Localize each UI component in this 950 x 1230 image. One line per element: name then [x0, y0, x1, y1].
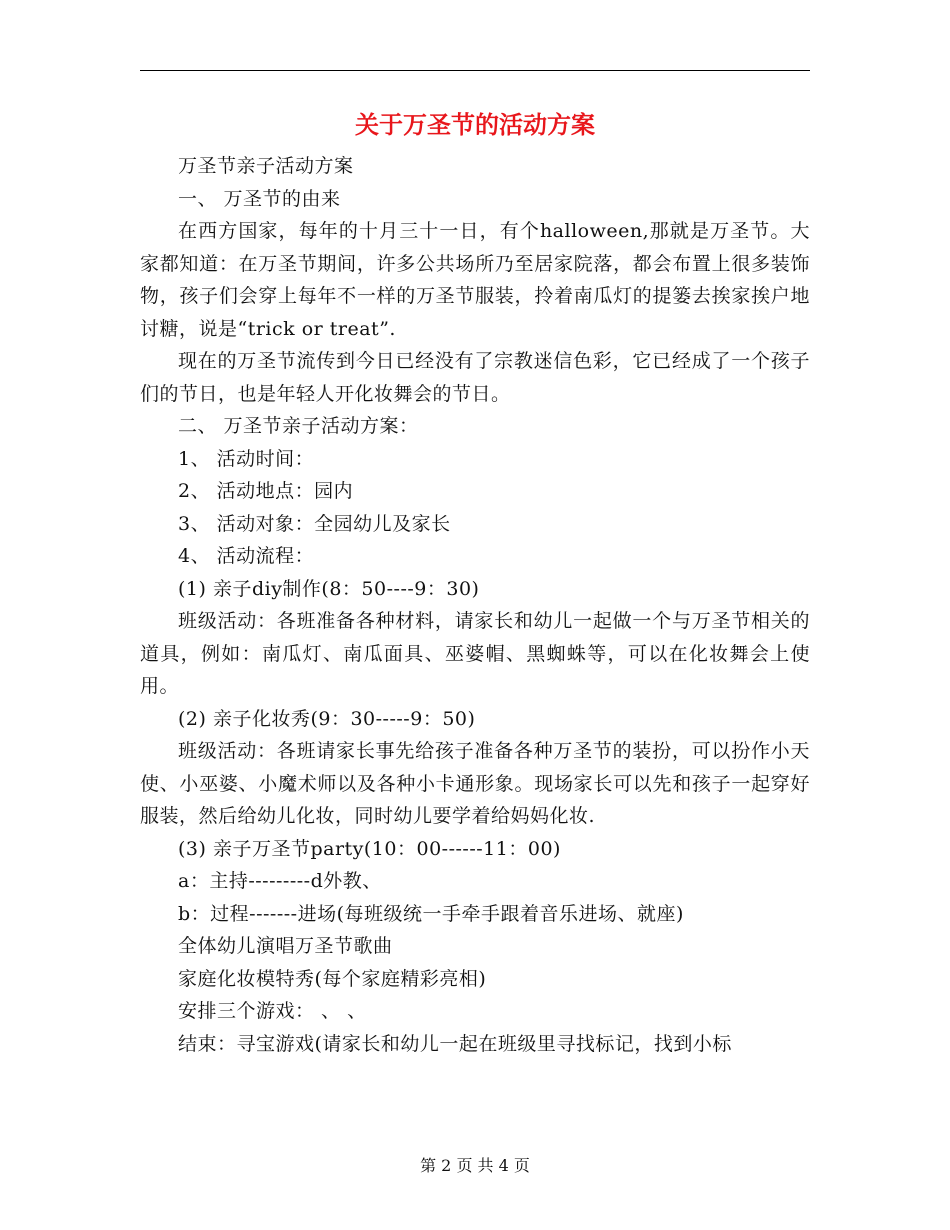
paragraph: b：过程-------进场(每班级统一手牵手跟着音乐进场、就座) [178, 902, 684, 925]
paragraph: 家庭化妆模特秀(每个家庭精彩亮相) [178, 967, 487, 990]
paragraph: (1) 亲子diy制作(8：50----9：30) [178, 577, 480, 600]
paragraph: 班级活动：各班请家长事先给孩子准备各种万圣节的装扮，可以扮作小天使、小巫婆、小魔术师以及各种小卡通形象。现场家长可以先和孩子一起穿好服装，然后给幼儿化妆，同时幼儿要学着给妈妈化妆. [140, 740, 810, 827]
paragraph: 结束：寻宝游戏(请家长和幼儿一起在班级里寻找标记，找到小标 [178, 1032, 732, 1055]
header-rule [140, 70, 810, 71]
paragraph: 3、 活动对象：全园幼儿及家长 [178, 512, 451, 535]
paragraph: 二、 万圣节亲子活动方案： [178, 415, 419, 437]
page-footer: 第 2 页 共 4 页 [420, 1156, 530, 1175]
paragraph: 万圣节亲子活动方案 [178, 155, 354, 177]
paragraph: 全体幼儿演唱万圣节歌曲 [178, 935, 393, 957]
paragraph: 一、 万圣节的由来 [178, 187, 341, 210]
paragraph: 安排三个游戏： 、 、 [178, 1000, 367, 1022]
paragraph: 4、 活动流程： [178, 545, 315, 567]
paragraph: 在西方国家，每年的十月三十一日，有个halloween,那就是万圣节。大家都知道：在万圣节期间，许多公共场所乃至居家院落，都会布置上很多装饰物，孩子们会穿上每年不一样的万圣节服装，拎着南瓜灯的提篓去挨家挨户地讨糖，说是“trick or treat”. [140, 220, 810, 340]
paragraph: 现在的万圣节流传到今日已经没有了宗教迷信色彩，它已经成了一个孩子们的节日，也是年轻人开化妆舞会的节日。 [140, 350, 810, 405]
paragraph: 班级活动：各班准备各种材料，请家长和幼儿一起做一个与万圣节相关的道具，例如：南瓜灯、南瓜面具、巫婆帽、黑蜘蛛等，可以在化妆舞会上使用。 [140, 610, 810, 697]
paragraph: 1、 活动时间： [178, 447, 315, 470]
paragraph: (2) 亲子化妆秀(9：30-----9：50) [178, 707, 476, 730]
paragraph: 2、 活动地点：园内 [178, 480, 354, 502]
document-body [140, 150, 810, 1060]
paragraph: (3) 亲子万圣节party(10：00------11：00) [178, 837, 561, 860]
document-title: 关于万圣节的活动方案 [355, 111, 595, 139]
paragraph: a：主持---------d外教、 [178, 870, 382, 892]
